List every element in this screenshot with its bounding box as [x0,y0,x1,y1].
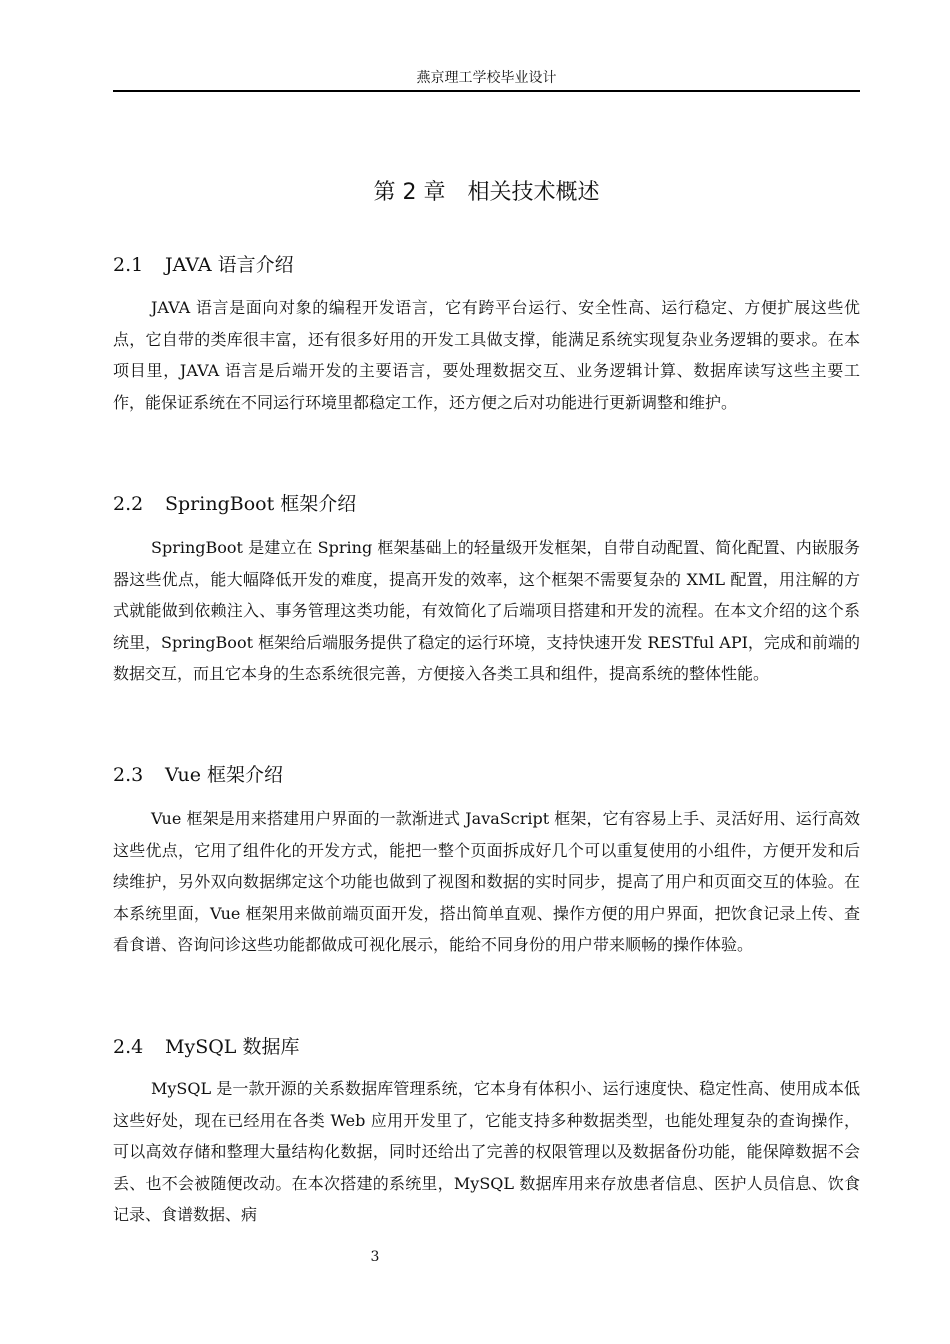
section-title-text: SpringBoot 框架介绍 [165,493,357,515]
section-heading-2-2 [113,491,860,517]
chapter-title: 第 2 章 相关技术概述 [373,180,600,205]
section-heading-2-1 [113,252,860,278]
section-paragraph-2-2: SpringBoot 是建立在 Spring 框架基础上的轻量级开发框架，自带自动配置、简化配置、内嵌服务器这些优点，能大幅降低开发的难度，提高开发的效率，这个框架不需要复杂的 XML 配置，用注解的方式就能做到依赖注入、事务管理这类功能，有效简化了后端项目搭建和开发的流程。在本文介绍的这个系统里，SpringBoot 框架给后端服务提供了稳定的运行环境，支持快速开发 RESTful API，完成和前端的数据交互，而且它本身的生态系统很完善，方便接入各类工具和组件，提高系统的整体性能。 [113,538,860,684]
section-paragraph-2-1: JAVA 语言是面向对象的编程开发语言，它有跨平台运行、安全性高、运行稳定、方便扩展这些优点，它自带的类库很丰富，还有很多好用的开发工具做支撑，能满足系统实现复杂业务逻辑的要求。在本项目里，JAVA 语言是后端开发的主要语言，要处理数据交互、业务逻辑计算、数据库读写这些主要工作，能保证系统在不同运行环境里都稳定工作，还方便之后对功能进行更新调整和维护。 [113,298,860,412]
section-heading-2-4 [113,1034,860,1060]
section-number: 2.4 [113,1036,144,1058]
section-paragraph-2-3: Vue 框架是用来搭建用户界面的一款渐进式 JavaScript 框架，它有容易上手、灵活好用、运行高效这些优点，它用了组件化的开发方式，能把一整个页面拆成好几个可以重复使用的小组件，方便开发和后续维护，另外双向数据绑定这个功能也做到了视图和数据的实时同步，提高了用户和页面交互的体验。在本系统里面，Vue 框架用来做前端页面开发，搭出简单直观、操作方便的用户界面，把饮食记录上传、查看食谱、咨询问诊这些功能都做成可视化展示，能给不同身份的用户带来顺畅的操作体验。 [113,809,860,955]
section-title-text: Vue 框架介绍 [165,764,284,786]
section-number: 2.2 [113,493,144,515]
page-number: 3 [370,1249,380,1265]
section-number: 2.3 [113,764,144,786]
section-heading-2-3 [113,762,860,788]
section-title-text: JAVA 语言介绍 [165,254,294,276]
section-paragraph-2-4: MySQL 是一款开源的关系数据库管理系统，它本身有体积小、运行速度快、稳定性高、使用成本低这些好处，现在已经用在各类 Web 应用开发里了，它能支持多种数据类型，也能处理复杂的查询操作，可以高效存储和整理大量结构化数据，同时还给出了完善的权限管理以及数据备份功能，能保障数据不会丢、也不会被随便改动。在本次搭建的系统里，MySQL 数据库用来存放患者信息、医护人员信息、饮食记录、食谱数据、病 [113,1079,860,1225]
header-rule [113,90,860,92]
running-header: 燕京理工学校毕业设计 [416,70,557,86]
section-title-text: MySQL 数据库 [165,1036,300,1058]
section-number: 2.1 [113,254,144,276]
